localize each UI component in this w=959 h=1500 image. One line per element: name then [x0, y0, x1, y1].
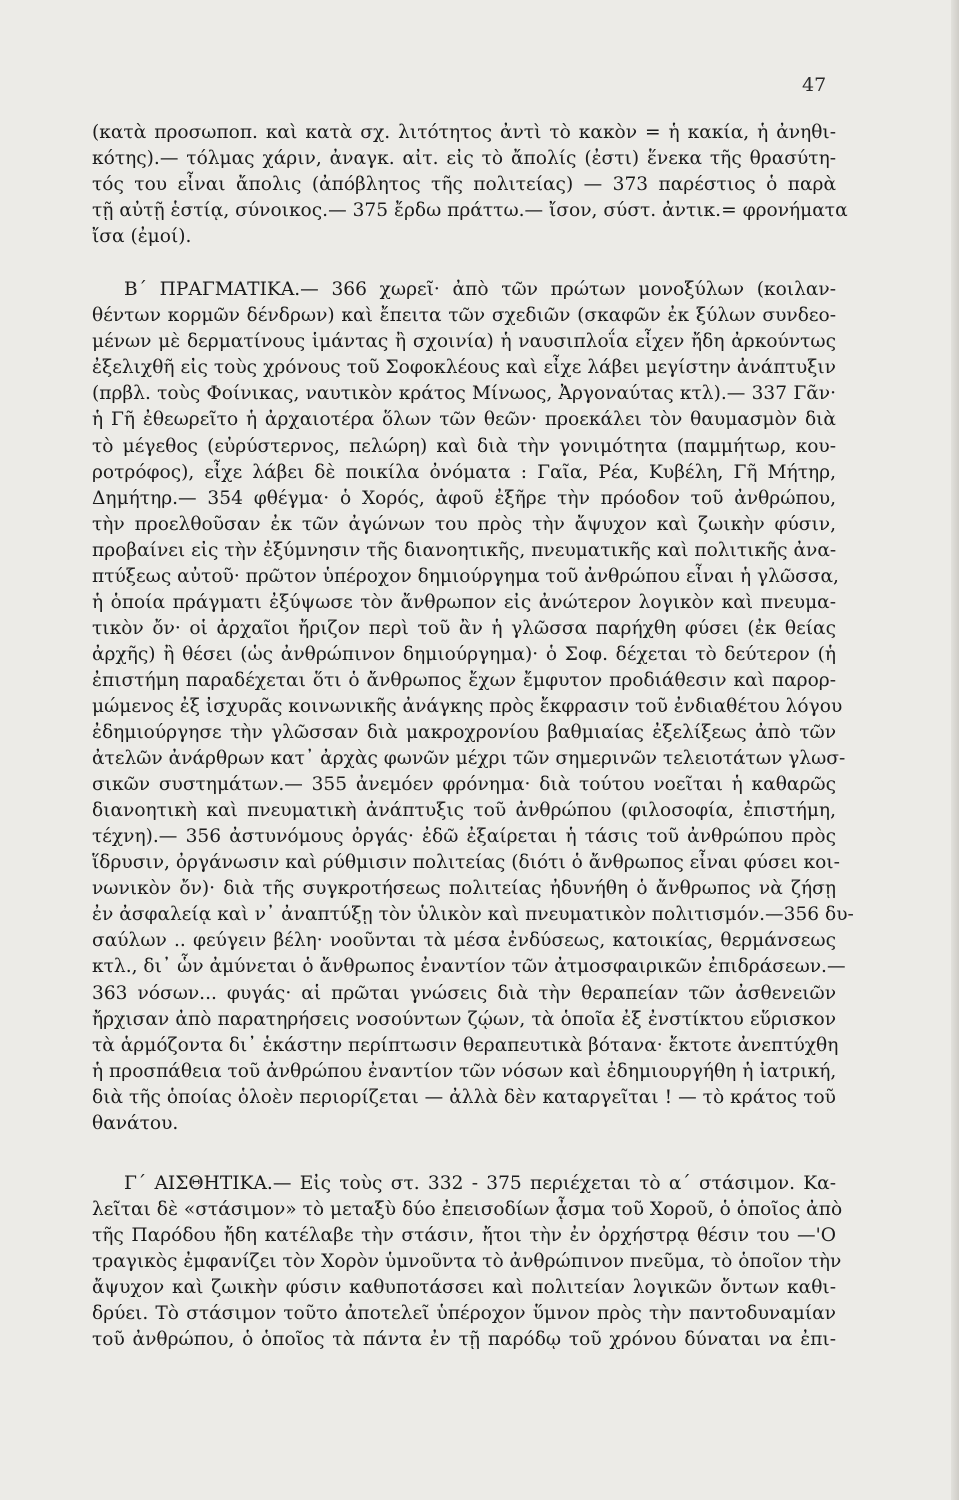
text-line: ἐν ἀσφαλείᾳ καὶ ν᾽ ἀναπτύξῃ τὸν ὑλικὸν καὶ πνευματικὸν πολιτισμόν.—356 δυ-: [92, 904, 854, 926]
text-line: κότης).— τόλμας χάριν, ἀναγκ. αἰτ. εἰς τὸ ἄπολίς (ἐστι) ἕνεκα τῆς θρασύτη-: [92, 148, 836, 170]
text-line: πτύξεως αὐτοῦ· πρῶτον ὑπέροχον δημιούργημα τοῦ ἀνθρώπου εἶναι ἡ γλῶσσα,: [92, 565, 839, 587]
text-line: τὴν προελθοῦσαν ἐκ τῶν ἀγώνων του πρὸς τὴν ἄψυχον καὶ ζωικὴν φύσιν,: [92, 513, 836, 535]
text-line: ἡ ὁποία πράγματι ἐξύψωσε τὸν ἄνθρωπον εἰς ἀνώτερον λογικὸν καὶ πνευμα-: [92, 591, 836, 613]
text-line: ἐπιστήμη παραδέχεται ὅτι ὁ ἄνθρωπος ἔχων ἔμφυτον προδιάθεσιν καὶ παρορ-: [92, 669, 836, 691]
text-line: ἤρχισαν ἀπὸ παρατηρήσεις νοσούντων ζῴων, τὰ ὁποῖα ἐξ ἐνστίκτου εὕρισκον: [92, 1008, 836, 1030]
section-heading-line: Β΄ ΠΡΑΓΜΑΤΙΚΑ.— 366 χωρεῖ· ἀπὸ τῶν πρώτων μονοξύλων (κοιλαν-: [124, 279, 836, 301]
text-line: σικῶν συστημάτων.— 355 ἀνεμόεν φρόνημα· διὰ τούτου νοεῖται ἡ καθαρῶς: [92, 774, 836, 796]
page-number: 47: [802, 74, 827, 96]
text-line: μώμενος ἐξ ἰσχυρᾶς κοινωνικῆς ἀνάγκης πρὸς ἔκφρασιν τοῦ ἐνδιαθέτου λόγου: [92, 695, 843, 717]
text-line: ἐδημιούργησε τὴν γλῶσσαν διὰ μακροχρονίου βαθμιαίας ἐξελίξεως ἀπὸ τῶν: [92, 722, 836, 744]
text-line: διὰ τῆς ὁποίας ὁλοὲν περιορίζεται — ἀλλὰ δὲν καταργεῖται ! — τὸ κράτος τοῦ: [92, 1086, 836, 1108]
text-line: τός του εἶναι ἄπολις (ἀπόβλητος τῆς πολιτείας) — 373 παρέστιος ὁ παρὰ: [92, 174, 836, 196]
page-edge-shadow: [951, 0, 959, 1500]
text-line: ροτρόφος), εἶχε λάβει δὲ ποικίλα ὀνόματα : Γαῖα, Ρέα, Κυβέλη, Γῆ Μήτηρ,: [92, 461, 836, 483]
text-line: 363 νόσων... φυγάς· αἱ πρῶται γνώσεις διὰ τὴν θεραπείαν τῶν ἀσθενειῶν: [92, 982, 836, 1004]
text-line: δρύει. Τὸ στάσιμον τοῦτο ἀποτελεῖ ὑπέροχον ὕμνον πρὸς τὴν παντοδυναμίαν: [92, 1303, 836, 1325]
section-heading-line: Γ΄ ΑΙΣΘΗΤΙΚΑ.— Εἰς τοὺς στ. 332 - 375 περιέχεται τὸ α΄ στάσιμον. Κα-: [124, 1172, 836, 1194]
body-text: [92, 120, 854, 1353]
text-line: μένων μὲ δερματίνους ἱμάντας ἢ σχοινία) ἡ ναυσιπλοΐα εἶχεν ἤδη ἀρκούντως: [92, 331, 836, 353]
text-line: τραγικὸς ἐμφανίζει τὸν Χορὸν ὑμνοῦντα τὸ ἀνθρώπινον πνεῦμα, τὸ ὁποῖον τὴν: [92, 1250, 842, 1272]
text-line: σαύλων .. φεύγειν βέλη· νοοῦνται τὰ μέσα ἐνδύσεως, κατοικίας, θερμάνσεως: [92, 930, 836, 952]
text-line: ἐξελιχθῆ εἰς τοὺς χρόνους τοῦ Σοφοκλέους καὶ εἶχε λάβει μεγίστην ἀνάπτυξιν: [92, 357, 836, 379]
text-line: ἴσα (ἐμοί).: [92, 226, 192, 248]
text-line: ἀρχῆς) ἢ θέσει (ὡς ἀνθρώπινον δημιούργημα)· ὁ Σοφ. δέχεται τὸ δεύτερον (ἡ: [92, 643, 836, 665]
text-line: τῇ αὐτῇ ἑστίᾳ, σύνοικος.— 375 ἔρδω πράττω.— ἴσον, σύστ. ἀντικ.= φρονήματα: [92, 200, 848, 222]
text-line: (κατὰ προσωποπ. καὶ κατὰ σχ. λιτότητος ἀντὶ τὸ κακὸν = ἡ κακία, ἡ ἀνηθι-: [92, 122, 836, 143]
text-line: τοῦ ἀνθρώπου, ὁ ὁποῖος τὰ πάντα ἐν τῇ παρόδῳ τοῦ χρόνου δύναται να ἐπι-: [92, 1329, 836, 1351]
text-line: θανάτου.: [92, 1112, 179, 1134]
text-line: τέχνη).— 356 ἀστυνόμους ὀργάς· ἐδῶ ἐξαίρεται ἡ τάσις τοῦ ἀνθρώπου πρὸς: [92, 826, 836, 848]
text-line: διανοητικὴ καὶ πνευματικὴ ἀνάπτυξις τοῦ ἀνθρώπου (φιλοσοφία, ἐπιστήμη,: [92, 800, 836, 822]
text-line: τὸ μέγεθος (εὐρύστερνος, πελώρη) καὶ διὰ τὴν γονιμότητα (παμμήτωρ, κου-: [92, 435, 836, 457]
text-line: λεῖται δὲ «στάσιμον» τὸ μεταξὺ δύο ἐπεισοδίων ᾆσμα τοῦ Χοροῦ, ὁ ὁποῖος ἀπὸ: [92, 1198, 843, 1220]
text-line: τῆς Παρόδου ἤδη κατέλαβε τὴν στάσιν, ἤτοι τὴν ἐν ὀρχήστρᾳ θέσιν του —'Ο: [92, 1224, 836, 1246]
text-line: τὰ ἁρμόζοντα δι᾽ ἑκάστην περίπτωσιν θεραπευτικὰ βότανα· ἔκτοτε ἀνεπτύχθη: [92, 1034, 839, 1056]
text-line: τικὸν ὄν· οἱ ἀρχαῖοι ἤριζον περὶ τοῦ ἂν ἡ γλῶσσα παρήχθη φύσει (ἐκ θείας: [92, 617, 836, 639]
text-line: ἡ προσπάθεια τοῦ ἀνθρώπου ἐναντίον τῶν νόσων καὶ ἐδημιουργήθη ἡ ἰατρική,: [92, 1060, 837, 1082]
text-line: ἄψυχον καὶ ζωικὴν φύσιν καθυποτάσσει καὶ πολιτείαν λογικῶν ὄντων καθι-: [92, 1276, 836, 1298]
text-line: ἵδρυσιν, ὀργάνωσιν καὶ ρύθμισιν πολιτείας (διότι ὁ ἄνθρωπος εἶναι φύσει κοι-: [92, 852, 840, 874]
text-line: (πρβλ. τοὺς Φοίνικας, ναυτικὸν κράτος Μίνωος, Ἀργοναύτας κτλ).— 337 Γᾶν·: [92, 383, 836, 405]
text-line: ἡ Γῆ ἐθεωρεῖτο ἡ ἀρχαιοτέρα ὅλων τῶν θεῶν· προεκάλει τὸν θαυμασμὸν διὰ: [92, 409, 836, 431]
text-line: προβαίνει εἰς τὴν ἐξύμνησιν τῆς διανοητικῆς, πνευματικῆς καὶ πολιτικῆς ἀνα-: [92, 539, 837, 561]
text-line: Δημήτηρ.— 354 φθέγμα· ὁ Χορός, ἀφοῦ ἐξῆρε τὴν πρόοδον τοῦ ἀνθρώπου,: [92, 487, 836, 509]
text-line: κτλ., δι᾽ ὧν ἀμύνεται ὁ ἄνθρωπος ἐναντίον τῶν ἀτμοσφαιρικῶν ἐπιδράσεων.—: [92, 956, 846, 978]
text-line: νωνικὸν ὄν)· διὰ τῆς συγκροτήσεως πολιτείας ἠδυνήθη ὁ ἄνθρωπος νὰ ζήσῃ: [92, 878, 836, 900]
text-line: ἀτελῶν ἀνάρθρων κατ᾽ ἀρχὰς φωνῶν μέχρι τῶν σημερινῶν τελειοτάτων γλωσ-: [92, 748, 846, 770]
text-line: θέντων κορμῶν δένδρων) καὶ ἔπειτα τῶν σχεδιῶν (σκαφῶν ἐκ ξύλων συνδεο-: [92, 305, 836, 327]
